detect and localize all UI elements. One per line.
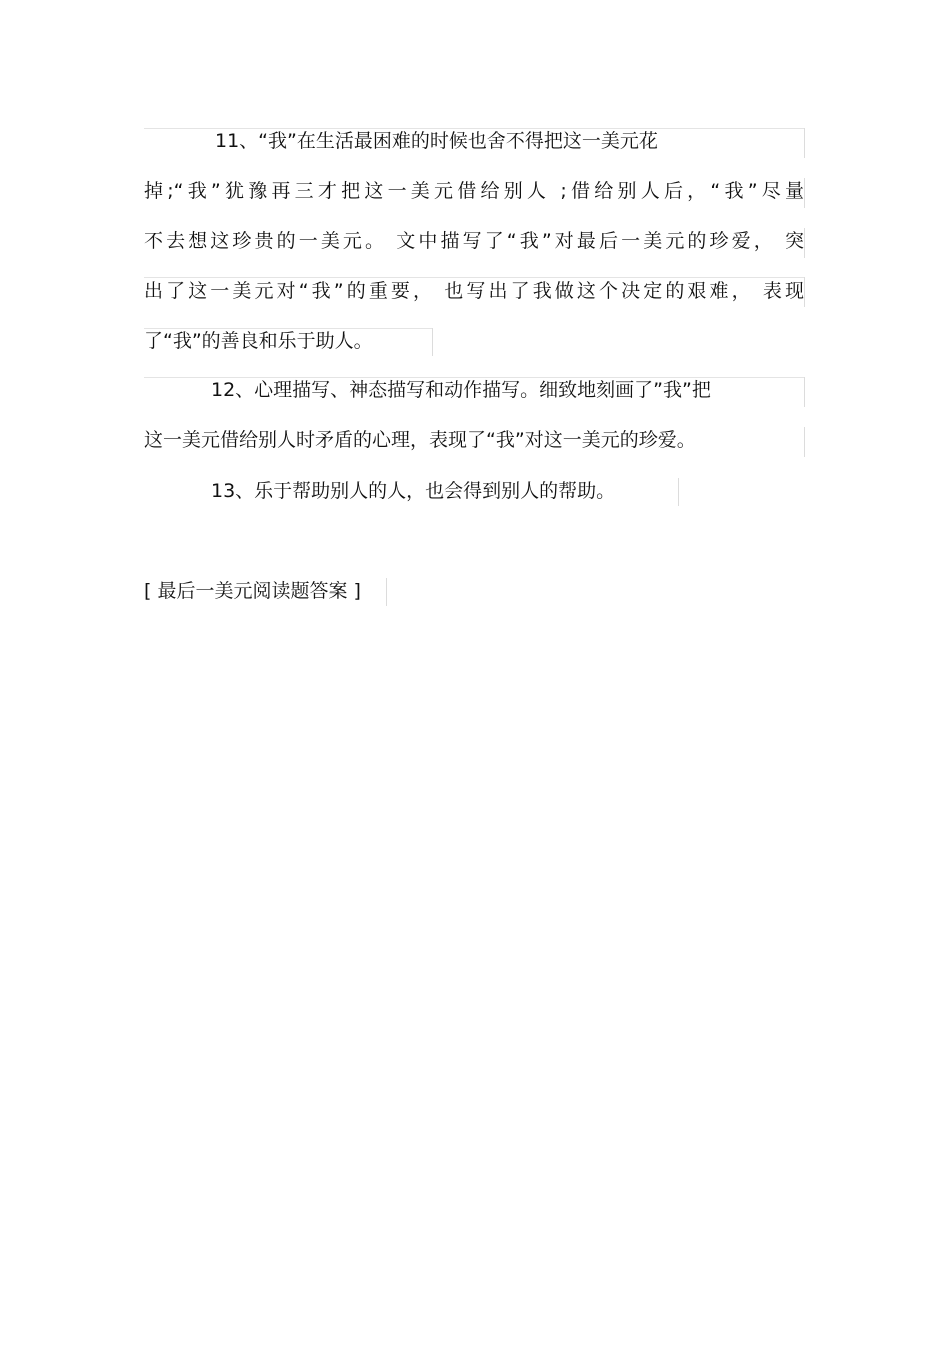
answer-11-line-2: 掉;“我”犹豫再三才把这一美元借给别人 ;借给别人后，“我”尽量 [144, 180, 804, 202]
answer-12-line-1: 12、心理描写、神态描写和动作描写。细致地刻画了”我”把 [211, 379, 711, 401]
guide-rule [804, 228, 805, 258]
guide-rule [804, 178, 805, 208]
guide-rule [678, 478, 679, 506]
answer-11-line-4: 出了这一美元对“我”的重要， 也写出了我做这个决定的艰难， 表现 [144, 280, 804, 302]
guide-rule [804, 427, 805, 457]
footer-title: [ 最后一美元阅读题答案 ] [144, 580, 361, 602]
answer-11-line-1: 11、“我”在生活最困难的时候也舍不得把这一美元花 [215, 130, 658, 152]
guide-rule [804, 277, 805, 307]
answer-13-line-1: 13、乐于帮助别人的人，也会得到别人的帮助。 [211, 480, 616, 502]
guide-rule [804, 377, 805, 407]
answer-12-line-2: 这一美元借给别人时矛盾的心理，表现了“我”对这一美元的珍爱。 [144, 429, 696, 451]
answer-11-line-5: 了“我”的善良和乐于助人。 [144, 330, 373, 352]
guide-rule [432, 328, 433, 356]
answer-11-line-3: 不去想这珍贵的一美元。 文中描写了“我”对最后一美元的珍爱， 突 [144, 230, 804, 252]
guide-rule [386, 578, 387, 606]
guide-rule [804, 128, 805, 158]
